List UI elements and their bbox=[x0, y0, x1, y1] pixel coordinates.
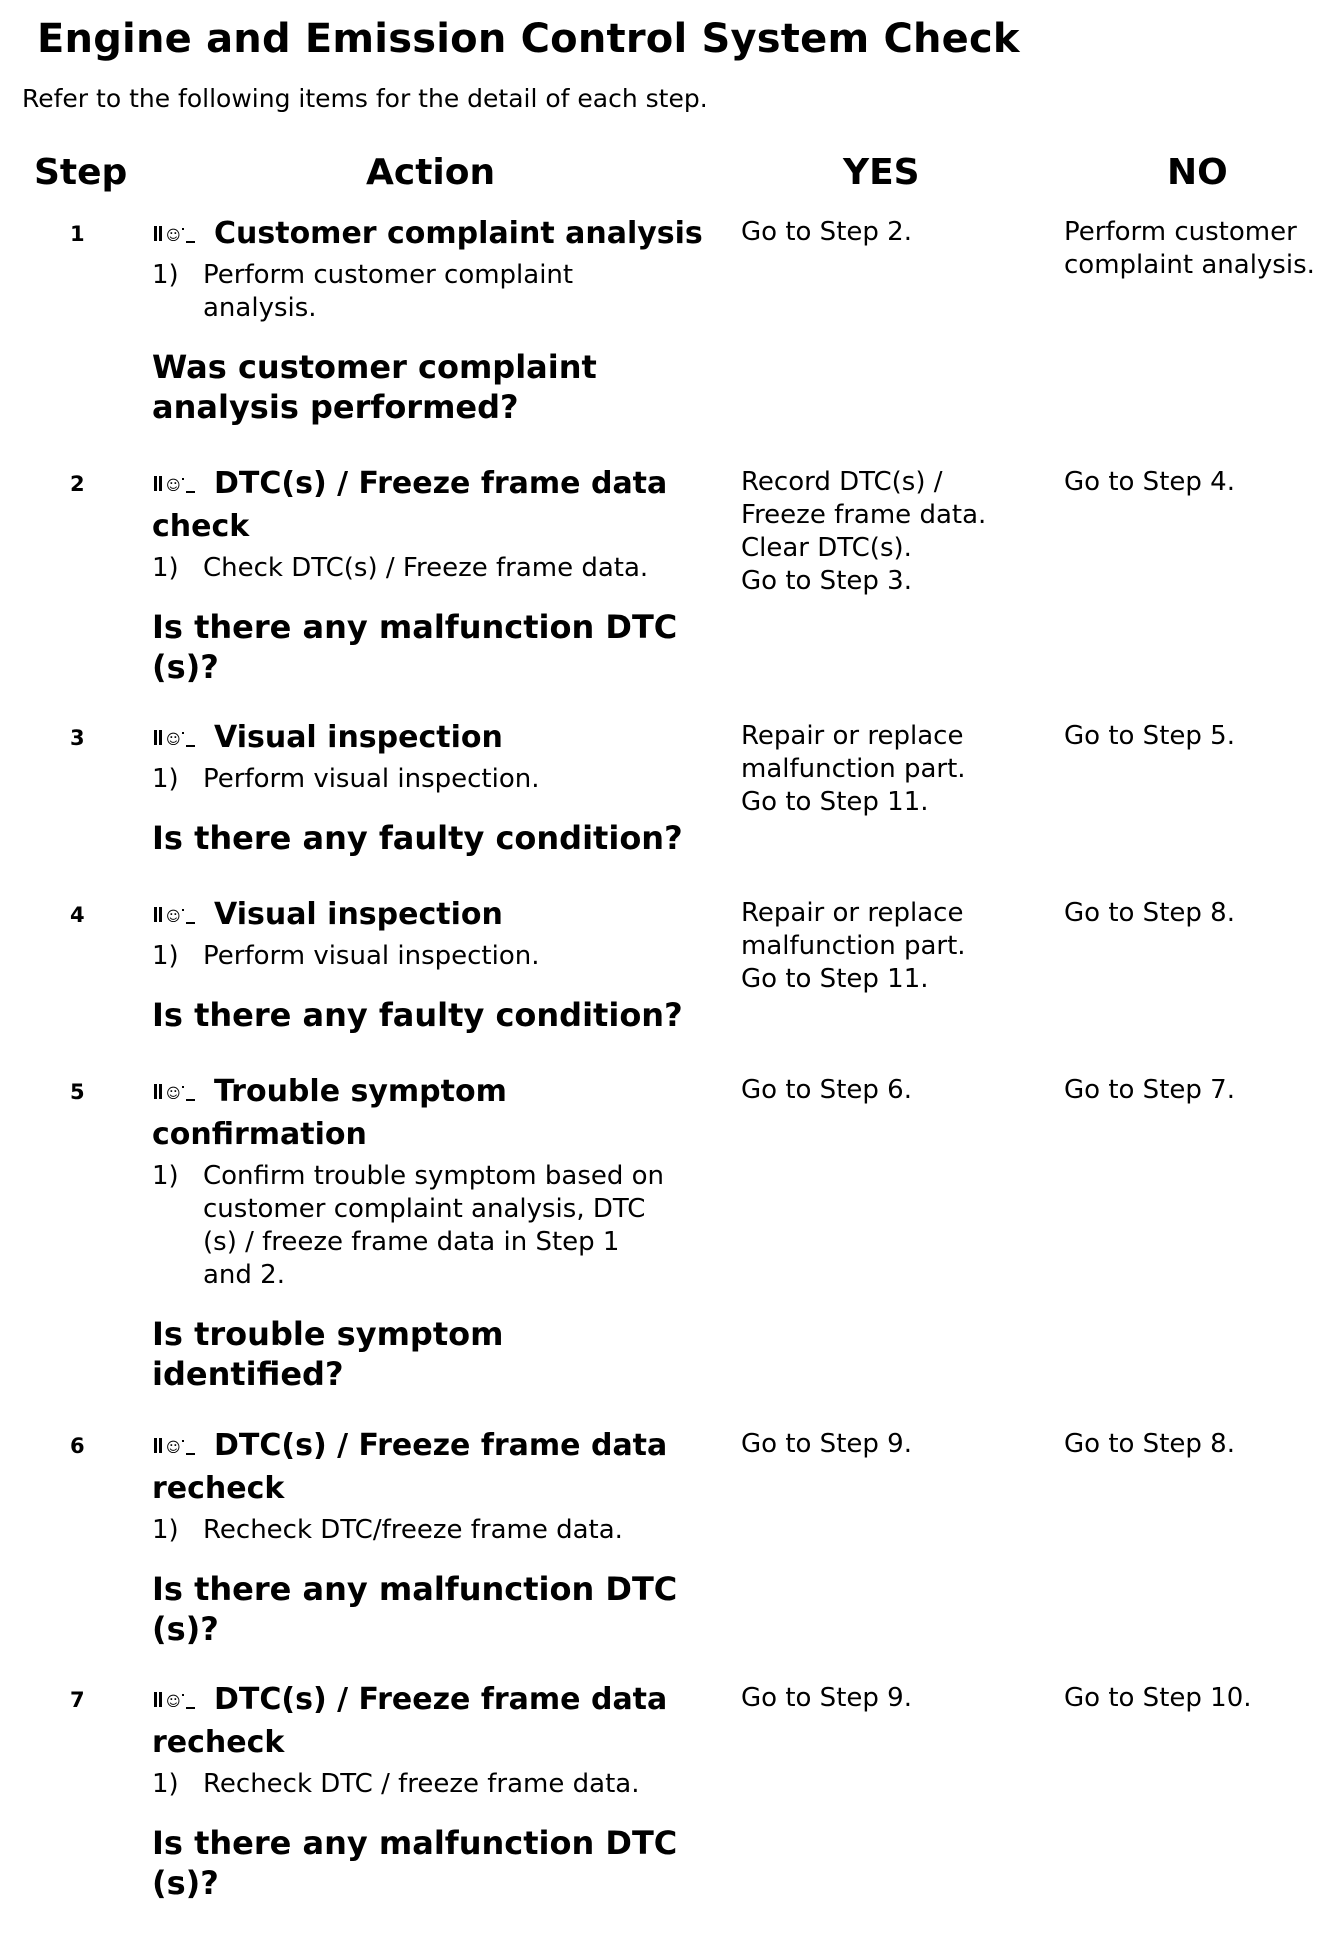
question-line: Is there any malfunction DTC bbox=[152, 1570, 678, 1608]
no-result-line: Go to Step 5. bbox=[1064, 721, 1235, 751]
no-result-cell bbox=[1064, 216, 1344, 282]
no-result-cell bbox=[1064, 1074, 1344, 1107]
yes-result-line: Repair or replace bbox=[741, 721, 964, 751]
action-title-text: Visual inspection bbox=[214, 720, 503, 755]
step-question bbox=[152, 818, 712, 858]
question-line: Was customer complaint bbox=[152, 348, 597, 386]
no-result-line: Go to Step 10. bbox=[1064, 1683, 1252, 1713]
header-yes: YES bbox=[843, 152, 920, 193]
yes-result-line: malfunction part. bbox=[741, 931, 966, 961]
substep-instruction bbox=[152, 1514, 712, 1547]
substep-instruction bbox=[152, 259, 712, 325]
yes-result-cell bbox=[741, 466, 1041, 598]
yes-result-line: Go to Step 3. bbox=[741, 566, 912, 596]
substep-number: 1) bbox=[152, 260, 179, 290]
no-result-line: Go to Step 4. bbox=[1064, 467, 1235, 497]
no-result-line: Perform customer bbox=[1064, 217, 1297, 247]
inspection-bullet-icon bbox=[152, 1429, 210, 1459]
question-line: Is there any faulty condition? bbox=[152, 819, 683, 857]
yes-result-line: Go to Step 11. bbox=[741, 787, 929, 817]
question-line: Is there any faulty condition? bbox=[152, 996, 683, 1034]
inspection-bullet-icon bbox=[152, 898, 210, 928]
svg-text:☺: ☺ bbox=[166, 1086, 181, 1102]
page-subtitle: Refer to the following items for the detail of each step. bbox=[22, 84, 708, 113]
step-number: 5 bbox=[70, 1080, 85, 1104]
step-question bbox=[152, 995, 712, 1035]
action-title bbox=[152, 1678, 712, 1764]
question-line: Is trouble symptom bbox=[152, 1315, 504, 1353]
question-line: identified? bbox=[152, 1355, 344, 1393]
substep-instruction bbox=[152, 1160, 712, 1292]
action-title bbox=[152, 212, 712, 255]
action-title-text: Trouble symptom confirmation bbox=[152, 1074, 507, 1152]
step-question bbox=[152, 607, 712, 687]
no-result-cell bbox=[1064, 1428, 1344, 1461]
action-title bbox=[152, 893, 712, 936]
action-cell bbox=[152, 1070, 712, 1394]
step-number: 3 bbox=[70, 726, 85, 750]
header-no: NO bbox=[1167, 152, 1228, 193]
yes-result-line: Go to Step 2. bbox=[741, 217, 912, 247]
no-result-cell bbox=[1064, 1682, 1344, 1715]
substep-instruction bbox=[152, 552, 712, 585]
substep-line: and 2. bbox=[203, 1260, 285, 1290]
page-title: Engine and Emission Control System Check bbox=[37, 16, 1020, 62]
inspection-bullet-icon bbox=[152, 467, 210, 497]
substep-instruction bbox=[152, 763, 712, 796]
action-title bbox=[152, 716, 712, 759]
svg-text:☺: ☺ bbox=[166, 478, 181, 494]
inspection-bullet-icon bbox=[152, 1075, 210, 1105]
inspection-bullet-icon bbox=[152, 217, 210, 247]
question-line: Is there any malfunction DTC bbox=[152, 608, 678, 646]
yes-result-line: Record DTC(s) / bbox=[741, 467, 943, 497]
step-question bbox=[152, 347, 712, 427]
inspection-bullet-icon bbox=[152, 721, 210, 751]
yes-result-cell bbox=[741, 1682, 1041, 1715]
action-cell bbox=[152, 1678, 712, 1903]
action-cell bbox=[152, 893, 712, 1035]
svg-text:☺: ☺ bbox=[166, 1440, 181, 1456]
yes-result-line: Go to Step 9. bbox=[741, 1683, 912, 1713]
substep-instruction bbox=[152, 1768, 712, 1801]
substep-number: 1) bbox=[152, 1515, 179, 1545]
yes-result-cell bbox=[741, 897, 1041, 996]
action-cell bbox=[152, 212, 712, 427]
step-number: 7 bbox=[70, 1688, 85, 1712]
svg-text:☺: ☺ bbox=[166, 732, 181, 748]
action-title bbox=[152, 1424, 712, 1510]
step-question bbox=[152, 1569, 712, 1649]
no-result-cell bbox=[1064, 897, 1344, 930]
step-number: 2 bbox=[70, 472, 85, 496]
header-step: Step bbox=[34, 152, 128, 193]
yes-result-line: Go to Step 6. bbox=[741, 1075, 912, 1105]
step-number: 6 bbox=[70, 1434, 85, 1458]
substep-number: 1) bbox=[152, 1769, 179, 1799]
question-line: (s)? bbox=[152, 1610, 219, 1648]
question-line: (s)? bbox=[152, 1864, 219, 1902]
action-cell bbox=[152, 1424, 712, 1649]
no-result-line: complaint analysis. bbox=[1064, 250, 1315, 280]
header-action: Action bbox=[366, 152, 496, 193]
step-number: 4 bbox=[70, 903, 85, 927]
action-title-text: DTC(s) / Freeze frame data recheck bbox=[152, 1682, 668, 1760]
substep-line: (s) / freeze frame data in Step 1 bbox=[203, 1227, 620, 1257]
no-result-cell bbox=[1064, 720, 1344, 753]
svg-text:☺: ☺ bbox=[166, 228, 181, 244]
inspection-bullet-icon bbox=[152, 1683, 210, 1713]
no-result-line: Go to Step 8. bbox=[1064, 898, 1235, 928]
yes-result-line: Go to Step 9. bbox=[741, 1429, 912, 1459]
step-question bbox=[152, 1314, 712, 1394]
substep-line: Perform customer complaint bbox=[203, 260, 574, 290]
svg-text:☺: ☺ bbox=[166, 909, 181, 925]
step-number: 1 bbox=[70, 222, 85, 246]
action-title-text: Customer complaint analysis bbox=[214, 216, 703, 251]
substep-number: 1) bbox=[152, 1161, 179, 1191]
action-title-text: DTC(s) / Freeze frame data recheck bbox=[152, 1428, 668, 1506]
svg-text:☺: ☺ bbox=[166, 1694, 181, 1710]
action-title-text: Visual inspection bbox=[214, 897, 503, 932]
substep-line: Confirm trouble symptom based on bbox=[203, 1161, 665, 1191]
substep-number: 1) bbox=[152, 941, 179, 971]
substep-number: 1) bbox=[152, 764, 179, 794]
substep-line: Recheck DTC / freeze frame data. bbox=[203, 1769, 640, 1799]
substep-instruction bbox=[152, 940, 712, 973]
question-line: Is there any malfunction DTC bbox=[152, 1824, 678, 1862]
action-cell bbox=[152, 462, 712, 687]
substep-line: customer complaint analysis, DTC bbox=[203, 1194, 646, 1224]
step-question bbox=[152, 1823, 712, 1903]
action-title-text: DTC(s) / Freeze frame data check bbox=[152, 466, 668, 544]
action-title bbox=[152, 462, 712, 548]
question-line: (s)? bbox=[152, 648, 219, 686]
yes-result-cell bbox=[741, 1074, 1041, 1107]
yes-result-line: malfunction part. bbox=[741, 754, 966, 784]
yes-result-cell bbox=[741, 1428, 1041, 1461]
yes-result-line: Freeze frame data. bbox=[741, 500, 987, 530]
yes-result-cell bbox=[741, 216, 1041, 249]
yes-result-line: Go to Step 11. bbox=[741, 964, 929, 994]
no-result-line: Go to Step 8. bbox=[1064, 1429, 1235, 1459]
substep-line: analysis. bbox=[203, 293, 317, 323]
yes-result-line: Repair or replace bbox=[741, 898, 964, 928]
yes-result-cell bbox=[741, 720, 1041, 819]
no-result-line: Go to Step 7. bbox=[1064, 1075, 1235, 1105]
substep-line: Perform visual inspection. bbox=[203, 764, 540, 794]
question-line: analysis performed? bbox=[152, 388, 519, 426]
action-cell bbox=[152, 716, 712, 858]
substep-line: Recheck DTC/freeze frame data. bbox=[203, 1515, 623, 1545]
substep-line: Check DTC(s) / Freeze frame data. bbox=[203, 553, 649, 583]
substep-line: Perform visual inspection. bbox=[203, 941, 540, 971]
action-title bbox=[152, 1070, 712, 1156]
substep-number: 1) bbox=[152, 553, 179, 583]
yes-result-line: Clear DTC(s). bbox=[741, 533, 912, 563]
no-result-cell bbox=[1064, 466, 1344, 499]
